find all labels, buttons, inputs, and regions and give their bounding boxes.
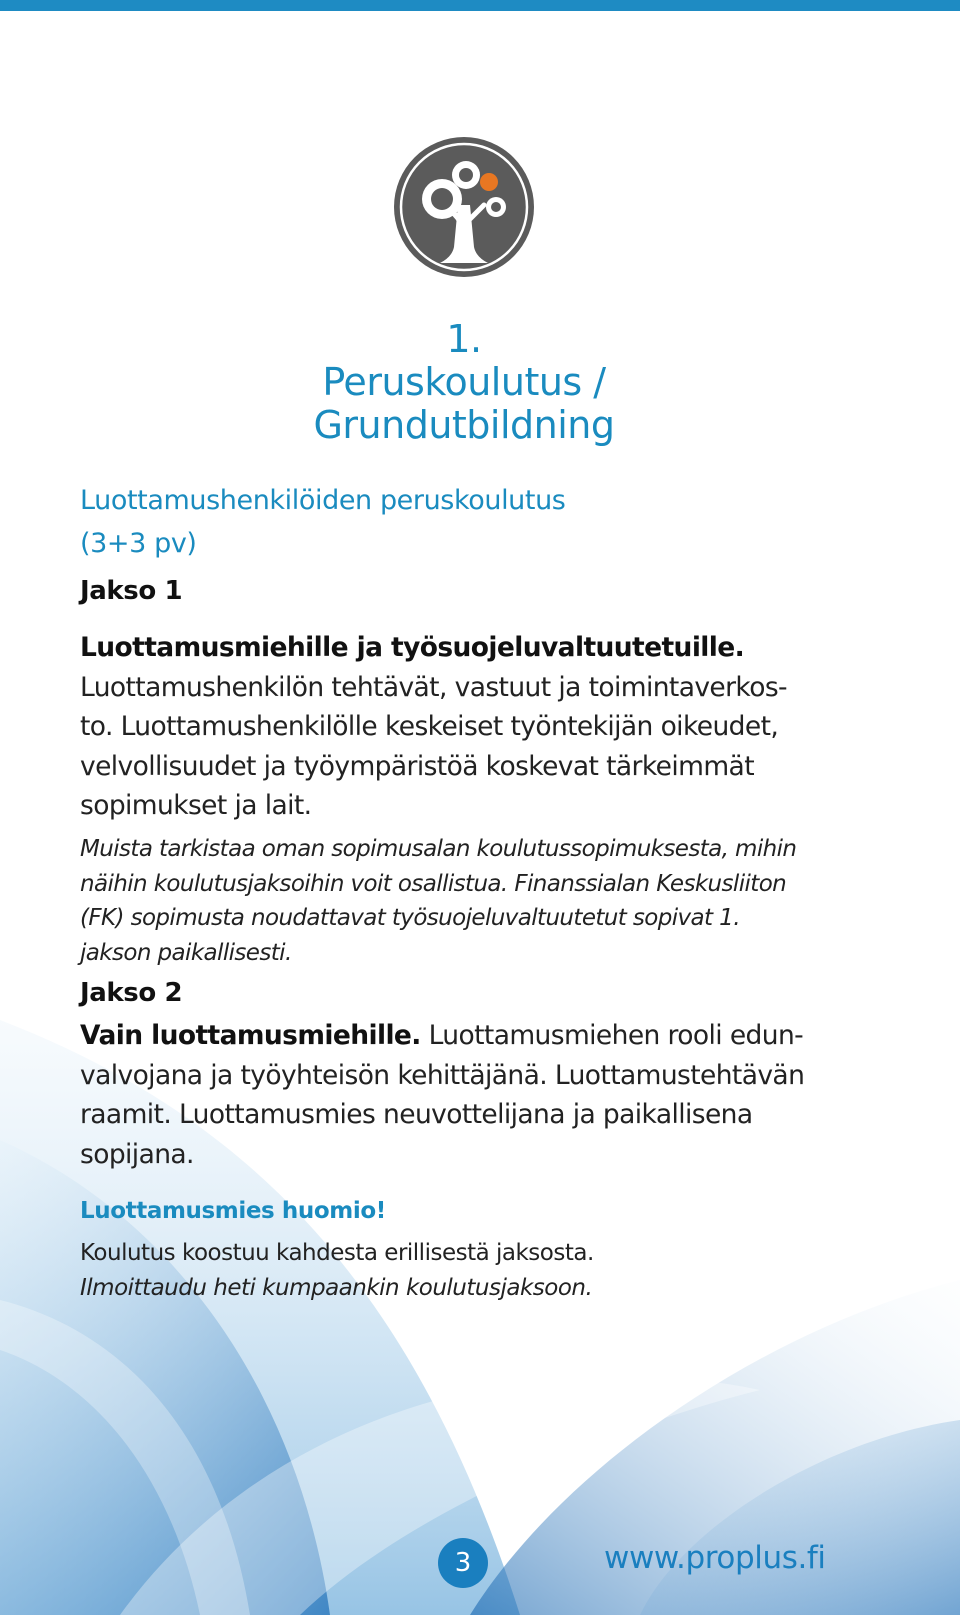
section-2-line-1-rest: Luottamusmiehen rooli edun- — [420, 1020, 804, 1051]
section-1-line: sopimukset ja lait. — [80, 790, 312, 821]
section-1-lead: Luottamusmiehille ja työsuojeluvaltuutetuille. — [80, 632, 745, 663]
section-1-line: to. Luottamushenkilölle keskeiset työntekijän oikeudet, — [80, 711, 779, 742]
note-line: Muista tarkistaa oman sopimusalan koulutussopimuksesta, mihin — [80, 836, 797, 862]
notice-line-2: Ilmoittaudu heti kumpaankin koulutusjaksoon. — [80, 1275, 593, 1301]
section-1-body — [80, 628, 787, 826]
section-2-line: raamit. Luottamusmies neuvottelijana ja paikallisena — [80, 1099, 753, 1130]
subtitle-line-2: (3+3 pv) — [80, 528, 197, 559]
page-title — [80, 318, 848, 447]
note-line: näihin koulutusjaksoihin voit osallistua. Finanssialan Keskusliiton — [80, 870, 787, 897]
course-subtitle — [80, 479, 565, 565]
section-1-heading: Jakso 1 — [80, 576, 183, 606]
title-number: 1. — [446, 317, 482, 361]
notice-line-1: Koulutus koostuu kahdesta erillisestä jaksosta. — [80, 1240, 594, 1266]
website-link[interactable]: www.proplus.fi — [604, 1540, 826, 1576]
notice-title: Luottamusmies huomio! — [80, 1198, 386, 1224]
section-2-lead: Vain luottamusmiehille. — [80, 1020, 421, 1051]
title-line-2: Grundutbildning — [313, 403, 615, 447]
page-number-badge: 3 — [438, 1538, 488, 1588]
section-2-line: sopijana. — [80, 1138, 194, 1170]
tree-logo-icon — [392, 135, 536, 279]
section-1-line: Luottamushenkilön tehtävät, vastuut ja toimintaverkos- — [80, 671, 787, 703]
subtitle-line-1: Luottamushenkilöiden peruskoulutus — [80, 485, 566, 516]
section-2-line: valvojana ja työyhteisön kehittäjänä. Luottamustehtävän — [80, 1059, 805, 1091]
section-1-line: velvollisuudet ja työympäristöä koskevat tärkeimmät — [80, 750, 754, 782]
section-2-heading: Jakso 2 — [80, 978, 183, 1008]
note-line: (FK) sopimusta noudattavat työsuojeluvaltuutetut sopivat 1. — [80, 905, 740, 932]
title-line-1: Peruskoulutus / — [322, 360, 606, 404]
notice-body — [80, 1236, 594, 1306]
section-1-note — [80, 832, 796, 971]
section-2-body — [80, 1016, 804, 1174]
note-line: jakson paikallisesti. — [80, 940, 292, 967]
